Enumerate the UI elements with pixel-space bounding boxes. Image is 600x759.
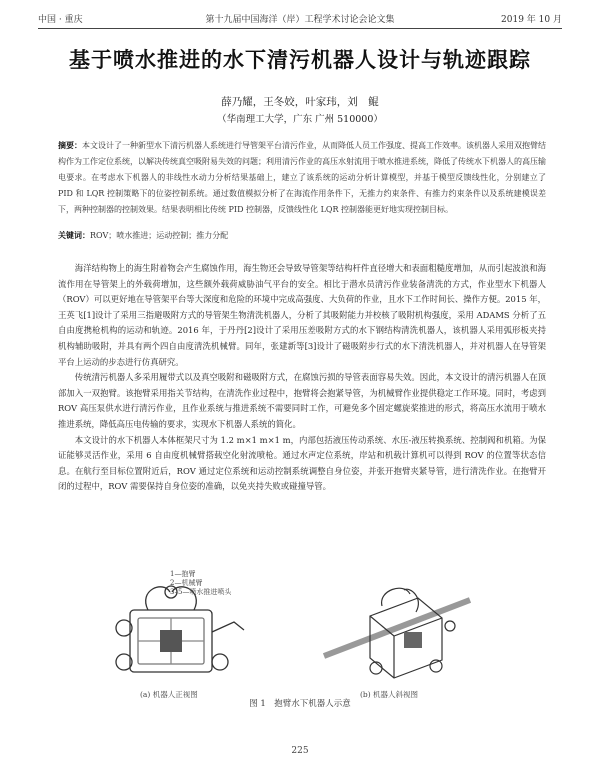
running-header (38, 12, 562, 26)
figure-b-caption: (b) 机器人斜视图 (360, 690, 419, 699)
paper-title: 基于喷水推进的水下清污机器人设计与轨迹跟踪 (69, 48, 531, 72)
figure-a-caption: (a) 机器人正视图 (140, 690, 198, 699)
affiliation: （华南理工大学，广东 广州 510000） (217, 114, 383, 125)
paragraph: 本文设计的水下机器人本体框架尺寸为 1.2 m×1 m×1 m，内部包括液压传动系统、水压-液压转换系统、控制阀和机箱。为保证能够灵活作业，采用 6 自由度机械臂搭载空化射流喷枪。通过水声定位系统，岸站和机载计算机可以得到 ROV 的位置等状态信息。在航行至目标位置附近后，ROV 通过定位系统和运动控制系统调整自身位姿，并张开抱臂夹紧导管，进行清洗作业。在抱臂开闭的过程中，ROV 需要保持自身位姿的准确，以免夹持失败或碰撞导管。 (58, 434, 546, 492)
robot-oblique-view-drawing (320, 576, 480, 688)
authors: 薛乃耀，王冬姣，叶家玮，刘 鲲 (221, 96, 379, 108)
header-location: 中国 · 重庆 (38, 15, 83, 25)
figure-caption: 图 1 抱臂水下机器人示意 (249, 699, 351, 709)
header-proceedings: 第十九届中国海洋（岸）工程学术讨论会论文集 (205, 15, 395, 25)
paragraph: 海洋结构物上的海生附着物会产生腐蚀作用，海生物还会导致导管架等结构杆件直径增大和表面粗糙度增加，从而引起波浪和海流作用在导管架上的外载荷增加，这些额外载荷威胁油气平台的安全。相比于潜水员清污作业装备清洗的方式，作业型水下机器人（ROV）可以更好地在导管架平台等大深度和危险的环境中完成高强度、大负荷的作业，且水下工作时间长、操作方便。2015 年，王英飞[1]设计了采用三指避吸附方式的导管架生物清洗机器人，分析了其吸附能力并校核了吸附机构强度，采用 ADAMS 分析了五自由度携枪机构的运动和轨迹。2016 年，于丹丹[2]设计了采用压差吸附方式的水下钢结构清洗机器人，该机器人采用弧形板夹持机构辅助吸附，并具有两个四自由度清洗机械臂。同年，张建新等[3]设计了磁吸附步行式的水下清洗机器人，并对机器人在导管架平台上运动的步态进行仿真研究。 (58, 263, 546, 367)
abstract-text: 本文设计了一种新型水下清污机器人系统进行导管架平台清污作业，从而降低人员工作强度、提高工作效率。该机器人采用双抱臂结构作为工作定位系统，以解决传统真空吸附易失效的问题；利用清污作业的高压水射流用于喷水推进系统，降低了传统水下机器人的高压输电要求。在考虑水下机器人的非线性水动力分析结果基础上，建立了该系统的运动分析计算模型，并基于模型反馈线性化，分别建立了 PID 和 LQR 控制策略下的位姿控制系统。通过数值模拟分析了在海流作用条件下，无推力约束条件、有推力约束条件以及系统建模误差下，两种控制器的控制效果。结果表明相比传统 PID 控制器，反馈线性化 LQR 控制器能更好地实现控制目标。 (58, 141, 546, 214)
header-date: 2019 年 10 月 (501, 15, 562, 25)
keywords-label: 关键词： (58, 231, 90, 240)
page-number: 225 (291, 746, 309, 756)
paragraph: 传统清污机器人多采用履带式以及真空吸附和磁吸附方式，在腐蚀污损的导管表面容易失效。因此，本文设计的清污机器人在顶部加入一双抱臂。该抱臂采用指关节结构，在清洗作业过程中，抱臂将会抱紧导管，为机械臂作业提供稳定工作环境。同时，考虑到 ROV 高压泵供水进行清污作业，且作业系统与推进系统不需要同时工作，可避免多个固定螺旋桨推进的形式，将高压水流用于喷水推进系统，降低高压电传输的要求，实现水下机器人系统的简化。 (58, 372, 546, 429)
header-rule (38, 28, 562, 29)
abstract-label: 摘要： (58, 141, 82, 150)
keywords-text: ROV；喷水推进；运动控制；推力分配 (90, 231, 229, 240)
legend-item: 1—抱臂 (170, 570, 196, 578)
abstract (58, 138, 546, 218)
figure-legend (170, 570, 231, 597)
legend-item: 2—机械臂 (170, 579, 203, 587)
body-text (58, 261, 546, 495)
keywords (58, 230, 546, 241)
legend-item: 3–5—喷水推进喷头 (170, 588, 232, 596)
figure-oblique-view (320, 576, 480, 688)
